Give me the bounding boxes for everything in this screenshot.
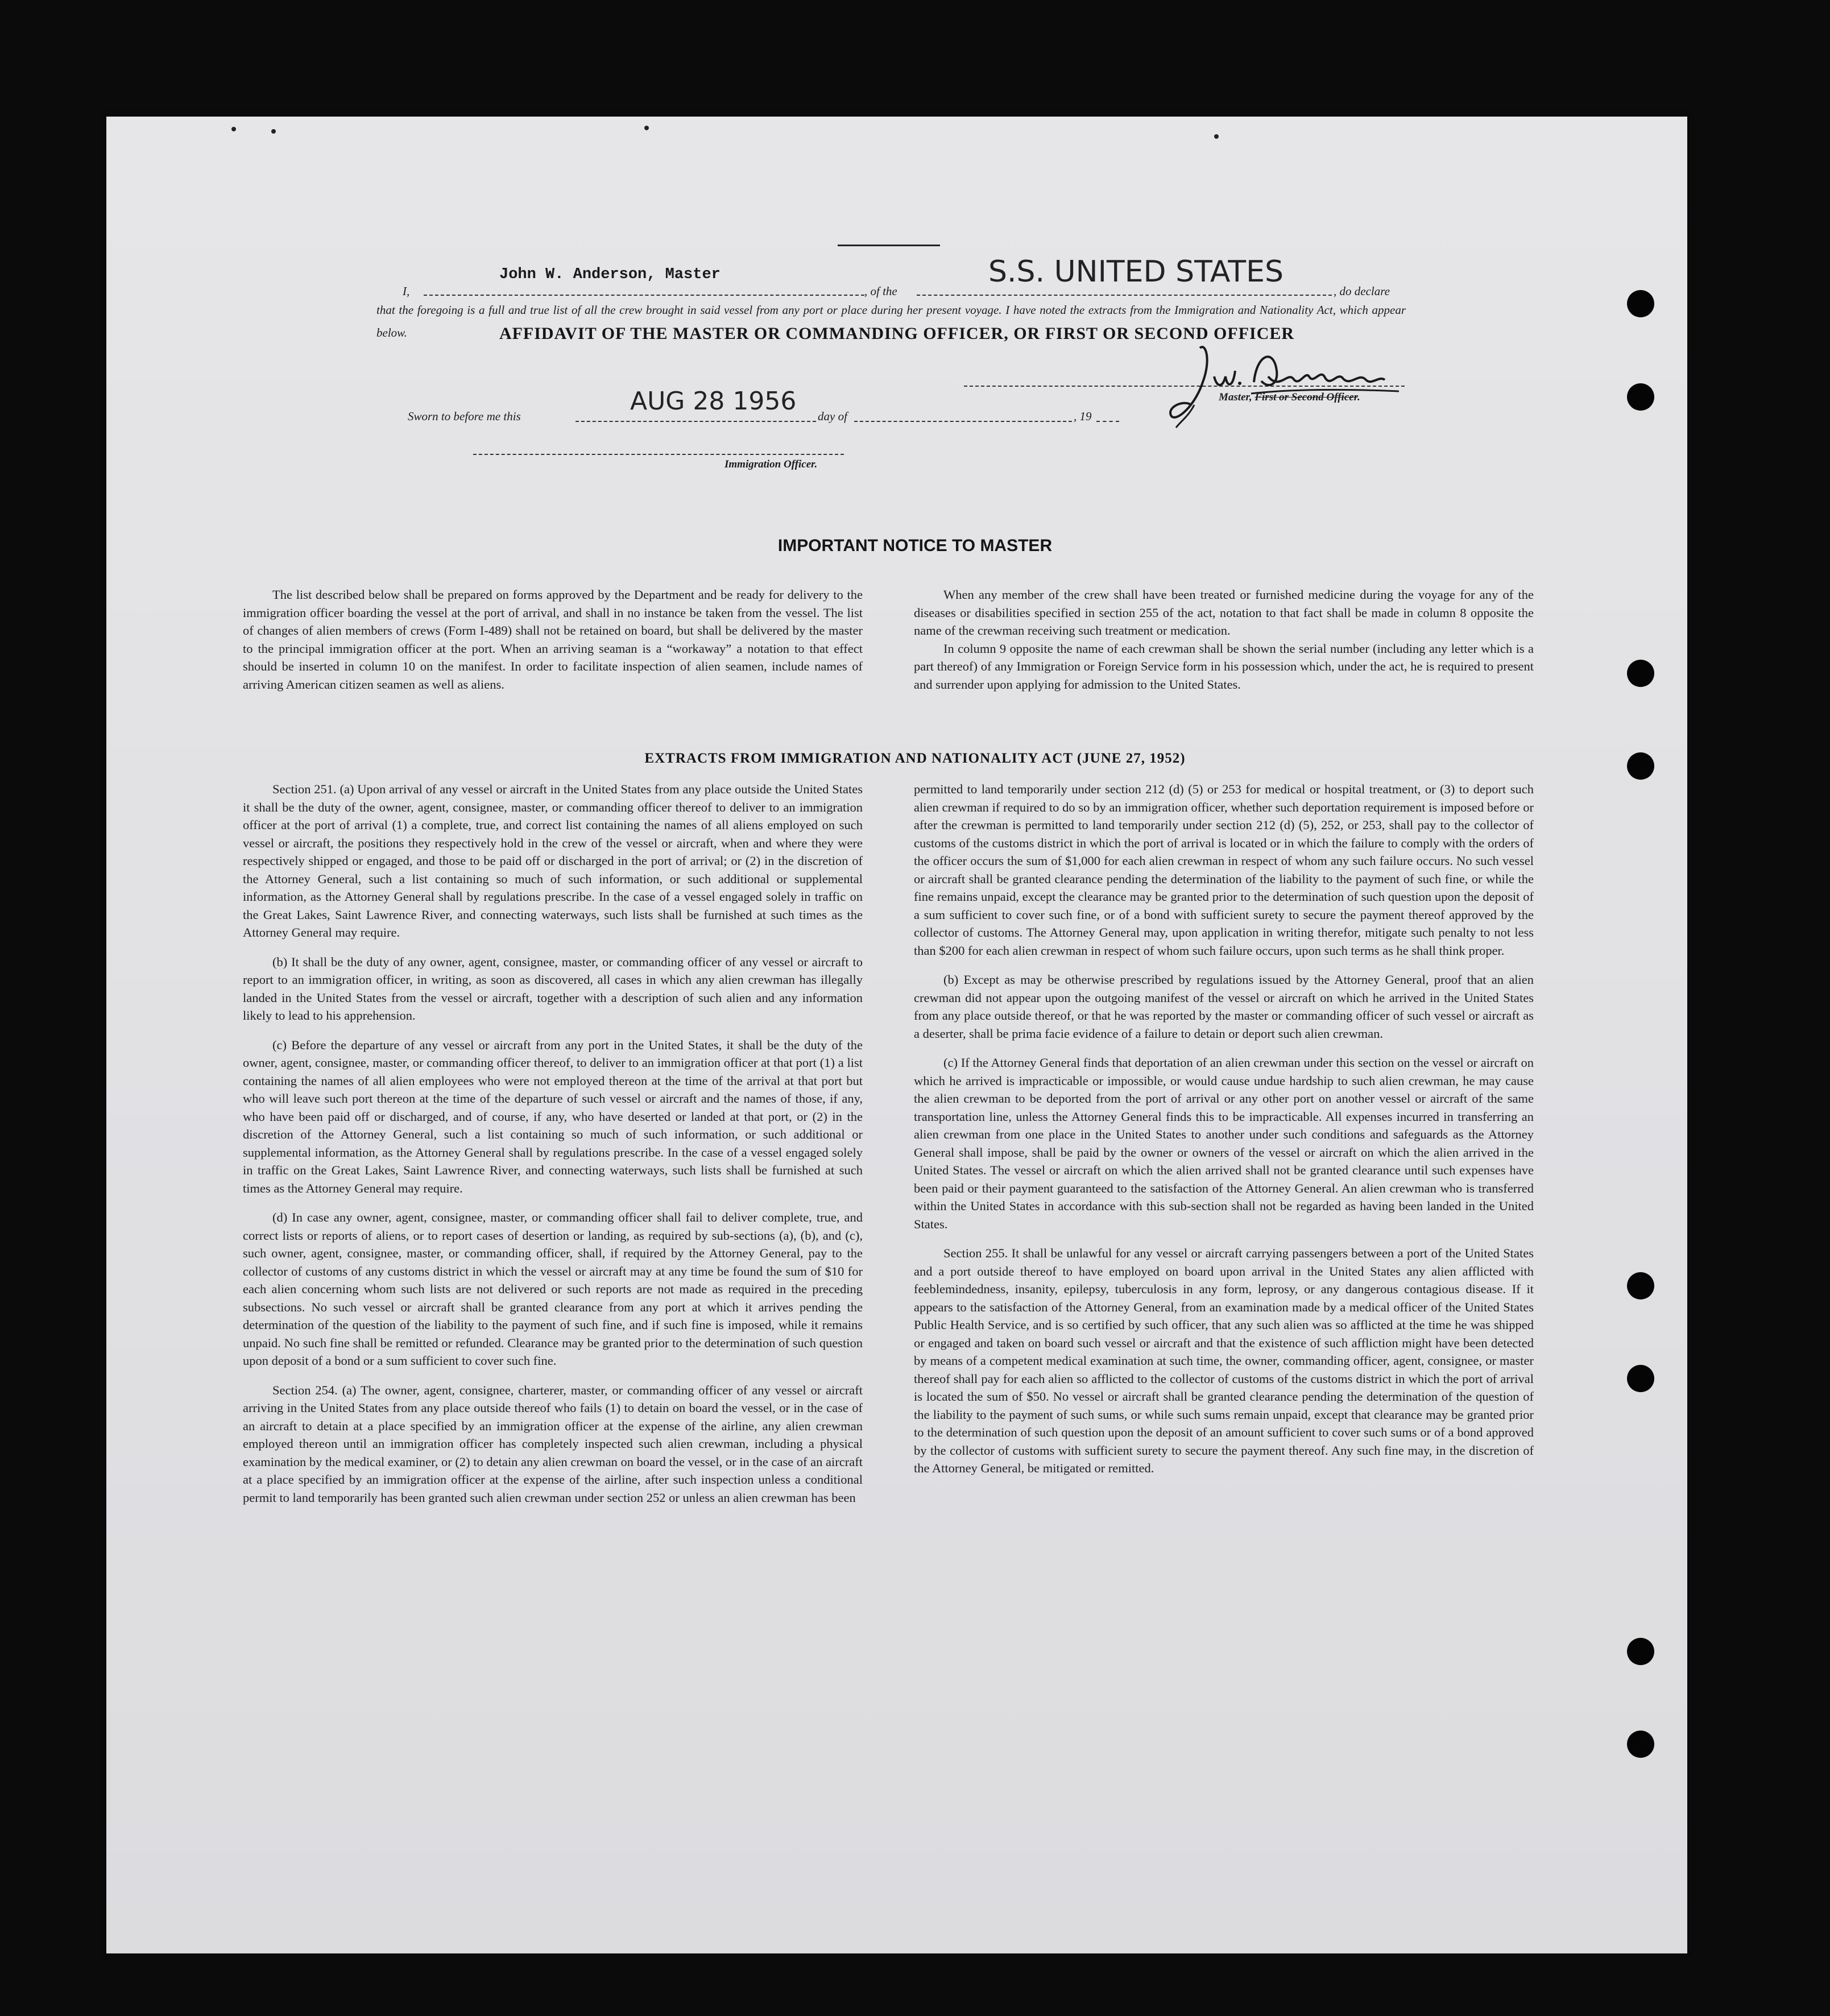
section-255: Section 255. It shall be unlawful for any vessel or aircraft carrying passengers between a port of the United States and a port outside thereof to have employed on board upon arrival in the United States any alien afflicted with feeblemindedness, insanity, epilepsy, tuberculosis in any form, leprosy, or any dangerous contagious disease. If it appears to the satisfaction of the Attorney General, from an examination made by a medical officer of the United States Public Health Service, and is so certified by such officer, that any such alien was so afflicted at the time he was shipped or engaged and taken on board such vessel or aircraft and that the existence of such affliction might have been detected by means of a competent medical examination at such time, the owner, commanding officer, agent, consignee, or master thereof shall pay for each alien so afflicted to the collector of customs of the customs district in which the port of arrival is located the sum of $50. No vessel or aircraft shall be granted clearance pending the determination of the question of the liability to the payment of such sums, or while such sums remain unpaid, except that clearance may be granted prior to the determination of such question upon the deposit of an amount sufficient to cover such sums or of a bond approved by the collector of customs with sufficient surety to secure the payment thereof. Any such fine may, in the discretion of the Attorney General, be mitigated or remitted.	[914, 1246, 1534, 1475]
section-254a: Section 254. (a) The owner, agent, consignee, charterer, master, or commanding officer of any vessel or aircraft arriving in the United States from any place outside thereof who fails (1) to detain on board the vessel, or in the case of an aircraft to detain at a place specified by an immigration officer at the expense of the airline, any alien crewman employed thereon until an immigration officer has completely inspected such alien crewman, including a physical examination by the medical examiner, or (2) to detain any alien crewman on board the vessel, or in the case of an aircraft at a place specified by an immigration officer at the expense of the airline, after such inspection unless a conditional permit to land temporarily has been granted such alien crewman under section 252 or unless an alien crewman has been	[243, 1382, 863, 1505]
section-251b: (b) It shall be the duty of any owner, agent, consignee, master, or commanding officer of any vessel or aircraft to report to an immigration officer, in writing, as soon as discovered, all cases in which any alien crewman has illegally landed in the United States from the vessel or aircraft, together with a description of such alien and any information likely to lead to his apprehension.	[243, 954, 863, 1023]
title-rule	[838, 245, 940, 246]
speck	[644, 126, 649, 130]
punch-hole	[1627, 1365, 1654, 1392]
vessel-stamp: S.S. UNITED STATES	[988, 255, 1284, 289]
sworn-date-line	[576, 421, 816, 422]
affidavit-title: AFFIDAVIT OF THE MASTER OR COMMANDING OFFICER, OR FIRST OR SECOND OFFICER	[499, 324, 1295, 343]
extracts-title: EXTRACTS FROM IMMIGRATION AND NATIONALITY ACT (JUNE 27, 1952)	[644, 751, 1186, 766]
declaration-text: that the foregoing is a full and true list of all the crew brought in said vessel from any port or place during her present voyage. I have noted the extracts from the Immigration and Nationality Act, which appear below.	[376, 303, 1406, 340]
notice-title: IMPORTANT NOTICE TO MASTER	[777, 536, 1053, 555]
speck	[1214, 134, 1219, 139]
notice-treatment-paragraph: When any member of the crew shall have been treated or furnished medicine during the voyage for any of the diseases or disabilities specified in section 255 of the act, notation to that fact shall be made in column 8 opposite the name of the crewman receiving such treatment or medication.	[914, 587, 1534, 637]
master-label	[1219, 391, 1360, 404]
sworn-label: Sworn to before me this	[408, 409, 521, 423]
section-251a: Section 251. (a) Upon arrival of any vessel or aircraft in the United States from any place outside the United States it shall be the duty of the owner, agent, consignee, master, or commanding officer thereof to deliver to an immigration officer at the port of arrival (1) a complete, true, and correct list containing the names of all aliens employed on such vessel or aircraft, the positions they respectively hold in the crew of the vessel or aircraft, when and where they were respectively shipped or engaged, and those to be paid off or discharged in the port of arrival; or (2) in the discretion of the Attorney General, such a list containing so much of such information, or such additional or supplemental information, as the Attorney General shall by regulations prescribe. In the case of a vessel engaged solely in traffic on the Great Lakes, Saint Lawrence River, and connecting waterways, such lists shall be furnished at such times as the Attorney General may require.	[243, 782, 863, 939]
speck	[231, 127, 236, 131]
punch-hole	[1627, 1272, 1654, 1299]
punch-hole	[1627, 1731, 1654, 1758]
extracts-left-column	[243, 780, 863, 1518]
notice-serial-paragraph: In column 9 opposite the name of each crewman shall be shown the serial number (including any letter which is a part thereof) of any Immigration or Foreign Service form in his possession which, under the act, he is required to present and surrender upon applying for admission to the United States.	[914, 641, 1534, 692]
section-251d: (d) In case any owner, agent, consignee, master, or commanding officer shall fail to deliver complete, true, and correct lists or reports of aliens, or to report cases of desertion or landing, as required by sub-sections (a), (b), and (c), such owner, agent, consignee, master, or commanding officer, shall, if required by the Attorney General, pay to the collector of customs of any customs district in which the vessel or aircraft may at any time be found the sum of $10 for each alien concerning whom such lists are not delivered or such reports are not made as required in the preceding subsections. No such vessel or aircraft shall be granted clearance from any port at which it arrives pending the determination of the question of the liability to the payment of such fine, and if such fine is imposed, while it remains unpaid. No such fine shall be remitted or refunded. Clearance may be granted prior to the determination of such question upon deposit of a bond or a sum sufficient to cover such fine.	[243, 1210, 863, 1368]
do-declare-label: , do declare	[1334, 284, 1390, 298]
master-label-text: Master,	[1219, 391, 1255, 403]
punch-hole	[1627, 660, 1654, 687]
officer-line	[473, 454, 844, 455]
punch-hole	[1627, 752, 1654, 780]
year-label: , 19	[1074, 409, 1092, 423]
section-254a-continued: permitted to land temporarily under section 212 (d) (5) or 253 for medical or hospital treatment, or (3) to deport such alien crewman if required to do so by an immigration officer, whether such deportation requirement is imposed before or after the crewman is permitted to land temporarily under section 212 (d) (5), 252, or 253, shall pay to the collector of customs of the customs district in which the port of arrival is located or in which the failure to comply with the orders of the officer occurs the sum of $1,000 for each alien crewman in respect of whom any such failure occurs. No such vessel or aircraft shall be granted clearance pending the determination of the liability to the payment of such fine, or while the fine remains unpaid, except the clearance may be granted prior to the determination of such question upon the deposit of a sum sufficient to cover such fine, or of a bond with sufficient surety to secure the payment thereof approved by the collector of customs. The Attorney General may, upon application in writing therefor, mitigate such penalty to not less than $200 for each alien crewman in respect of whom such failure occurs, upon such terms as he shall think proper.	[914, 782, 1534, 958]
sworn-date-stamp: AUG 28 1956	[630, 387, 797, 416]
speck	[271, 129, 276, 134]
notice-left-paragraph: The list described below shall be prepared on forms approved by the Department and be ready for delivery to the immigration officer boarding the vessel at the port of arrival, and shall in no instance be taken from the vessel. The list of changes of alien members of crews (Form I-489) shall not be retained on board, but shall be delivered by the master to the principal immigration officer at the port. When an arriving seaman is a “workaway” a notation to that effect should be inserted in column 10 on the manifest. In order to facilitate inspection of alien seamen, include names of arriving American citizen seamen as well as aliens.	[243, 587, 863, 692]
extracts-right-column	[914, 780, 1534, 1489]
punch-hole	[1627, 383, 1654, 411]
i-label: I,	[403, 284, 410, 298]
year-line	[1096, 421, 1119, 422]
name-line	[424, 295, 864, 296]
day-of-label: day of	[818, 409, 847, 423]
immigration-officer-label: Immigration Officer.	[724, 458, 818, 470]
section-254b: (b) Except as may be otherwise prescribed by regulations issued by the Attorney General, proof that an alien crewman did not appear upon the outgoing manifest of the vessel or aircraft on which he arrived in the United States from any place outside thereof, or that he was reported by the master or commanding officer of such vessel or aircraft as a deserter, shall be prima facie evidence of a failure to detain or deport such alien crewman.	[914, 972, 1534, 1041]
section-251c: (c) Before the departure of any vessel or aircraft from any port in the United States, it shall be the duty of the owner, agent, consignee, master, or commanding officer thereof, to deliver to an immigration officer at that port (1) a list containing the names of all alien employees who were not employed thereon at the time of the arrival at that port but who will leave such port thereon at the time of the departure of such vessel or aircraft and the names of those, if any, who have been paid off or discharged, and of course, if any, who have deserted or landed at that port, or (2) in the discretion of the Attorney General, such a list containing so much of such information, or such additional or supplemental information, as the Attorney General shall by regulations prescribe. In the case of a vessel engaged solely in traffic on the Great Lakes, Saint Lawrence River, and connecting waterways, such lists shall be furnished at such times as the Attorney General may require.	[243, 1037, 863, 1195]
master-name: John W. Anderson, Master	[499, 266, 721, 283]
of-the-label: , of the	[864, 284, 897, 298]
struck-officer-text: First or Second Officer	[1254, 391, 1358, 403]
signature-image	[1160, 337, 1410, 433]
punch-hole	[1627, 290, 1654, 317]
master-label-end: .	[1357, 391, 1360, 403]
punch-hole	[1627, 1638, 1654, 1665]
vessel-line	[917, 295, 1332, 296]
notice-right-column	[914, 586, 1534, 705]
month-line	[854, 421, 1072, 422]
section-254c: (c) If the Attorney General finds that deportation of an alien crewman under this section on the vessel or aircraft on which he arrived is impracticable or impossible, or would cause undue hardship to such alien crewman, he may cause the alien crewman to be deported from the port of arrival or any other port on another vessel or aircraft of the same transportation line, unless the Attorney General finds this to be impracticable. All expenses incurred in transferring an alien crewman from one place in the United States to another under such conditions and safeguards as the Attorney General shall impose, shall be paid by the owner or owners of the vessel or aircraft on which the alien arrived in the United States. The vessel or aircraft on which the alien arrived shall not be granted clearance until such expenses have been paid or their payment guaranteed to the satisfaction of the Attorney General. An alien crewman who is transferred within the United States in accordance with this sub-section shall not be regarded as having been landed in the United States.	[914, 1055, 1534, 1231]
